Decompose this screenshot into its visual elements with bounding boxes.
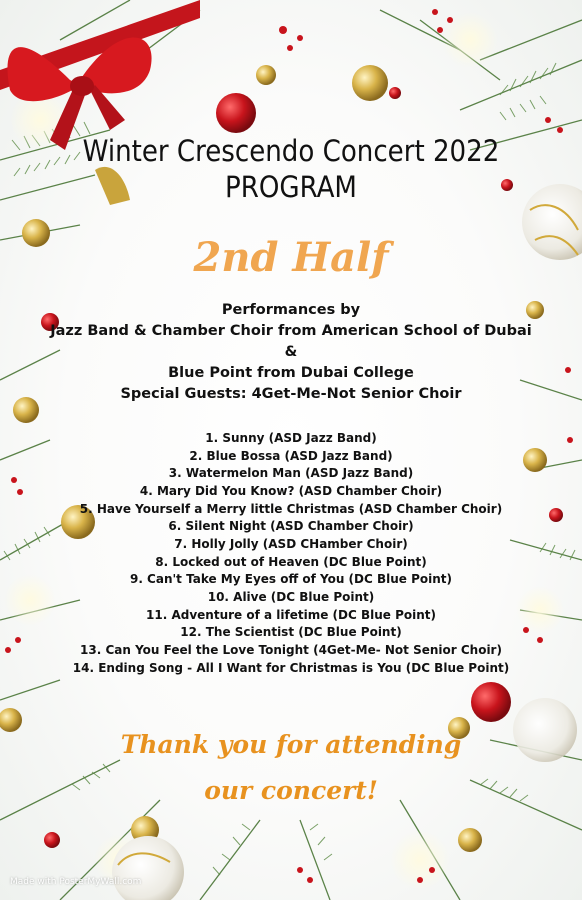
thanks-line-2: our concert! bbox=[204, 776, 378, 805]
performers-asd: Jazz Band & Chamber Choir from American School of Dubai bbox=[50, 323, 532, 339]
performers-ampersand: & bbox=[284, 344, 298, 360]
concert-title bbox=[0, 133, 582, 205]
list-item: 2. Blue Bossa (ASD Jazz Band) bbox=[189, 448, 393, 463]
list-item: 6. Silent Night (ASD Chamber Choir) bbox=[168, 519, 414, 534]
half-heading: 2nd Half bbox=[193, 234, 389, 281]
list-item: 8. Locked out of Heaven (DC Blue Point) bbox=[155, 554, 427, 569]
list-item: 4. Mary Did You Know? (ASD Chamber Choir) bbox=[139, 483, 443, 498]
list-item: 10. Alive (DC Blue Point) bbox=[207, 589, 375, 604]
performances-heading: Performances by bbox=[221, 302, 361, 318]
special-guests: Special Guests: 4Get-Me-Not Senior Choir bbox=[120, 386, 462, 402]
list-item: 5. Have Yourself a Merry little Christmas (ASD Chamber Choir) bbox=[79, 501, 503, 516]
list-item: 3. Watermelon Man (ASD Jazz Band) bbox=[168, 466, 414, 481]
program-list bbox=[0, 430, 582, 677]
performers-dc: Blue Point from Dubai College bbox=[168, 365, 414, 381]
title-line-2: PROGRAM bbox=[225, 170, 357, 204]
title-line-1: Winter Crescendo Concert 2022 bbox=[82, 134, 500, 168]
list-item: 14. Ending Song - All I Want for Christmas is You (DC Blue Point) bbox=[72, 660, 510, 675]
list-item: 1. Sunny (ASD Jazz Band) bbox=[205, 431, 377, 445]
list-item: 12. The Scientist (DC Blue Point) bbox=[180, 625, 402, 640]
thanks-line-1: Thank you for attending bbox=[120, 730, 462, 759]
performers-block bbox=[0, 300, 582, 405]
list-item: 7. Holly Jolly (ASD CHamber Choir) bbox=[174, 536, 408, 551]
thank-you-message bbox=[0, 722, 582, 814]
list-item: 13. Can You Feel the Love Tonight (4Get-Me- Not Senior Choir) bbox=[80, 642, 502, 657]
list-item: 11. Adventure of a lifetime (DC Blue Point) bbox=[146, 607, 436, 622]
postermywall-credit: Made with PosterMyWall.com bbox=[10, 877, 142, 887]
list-item: 9. Can't Take My Eyes off of You (DC Blue Point) bbox=[129, 572, 453, 587]
